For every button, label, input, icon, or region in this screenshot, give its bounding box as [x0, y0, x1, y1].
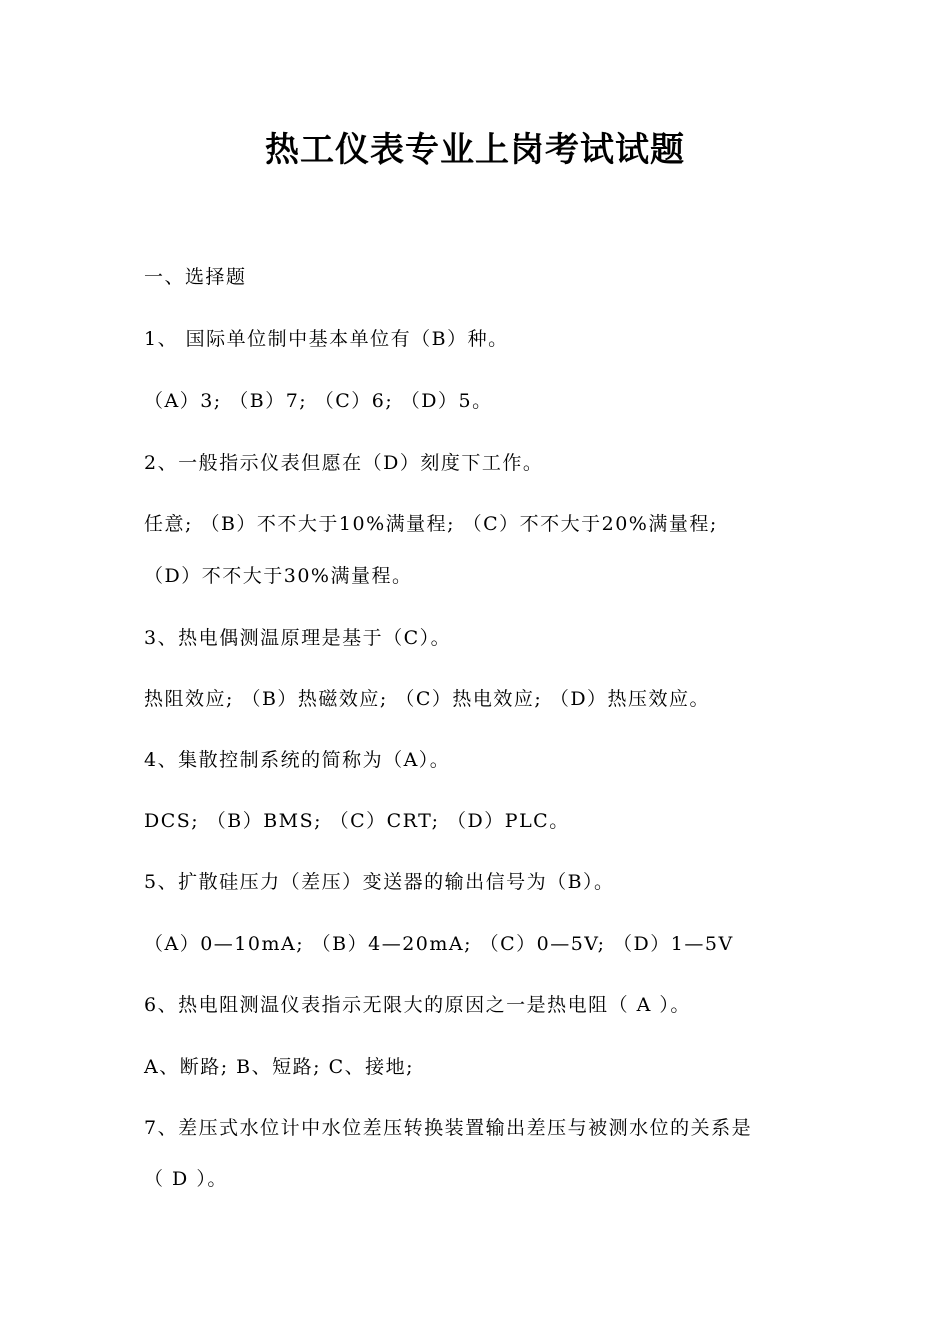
question-2-options-line-1: 任意; （B）不不大于10%满量程; （C）不不大于20%满量程;: [144, 513, 718, 535]
question-3: 3、热电偶测温原理是基于（C）。: [144, 627, 452, 649]
question-5: 5、扩散硅压力（差压）变送器的输出信号为（B）。: [144, 871, 615, 893]
question-3-options: 热阻效应; （B）热磁效应; （C）热电效应; （D）热压效应。: [144, 688, 711, 710]
question-6: 6、热电阻测温仪表指示无限大的原因之一是热电阻（ A ）。: [144, 994, 691, 1016]
page-title: 热工仪表专业上岗考试试题: [265, 130, 685, 170]
question-1-options: （A）3; （B）7; （C）6; （D）5。: [144, 390, 493, 412]
question-7-answer: （ D ）。: [144, 1168, 228, 1190]
question-4: 4、集散控制系统的简称为（A）。: [144, 749, 451, 771]
question-5-options: （A）0—10mA; （B）4—20mA; （C）0—5V; （D）1—5V: [144, 933, 734, 955]
question-2-options-line-2: （D）不不大于30%满量程。: [144, 565, 413, 587]
question-4-options: DCS; （B）BMS; （C）CRT; （D）PLC。: [144, 810, 570, 832]
section-heading-choice: 一、选择题: [144, 266, 247, 288]
question-2: 2、一般指示仪表但愿在（D）刻度下工作。: [144, 452, 544, 474]
question-6-options: A、断路; B、短路; C、接地;: [144, 1056, 415, 1078]
question-7: 7、差压式水位计中水位差压转换装置输出差压与被测水位的关系是: [144, 1117, 753, 1139]
question-1: 1、 国际单位制中基本单位有（B）种。: [144, 328, 509, 350]
